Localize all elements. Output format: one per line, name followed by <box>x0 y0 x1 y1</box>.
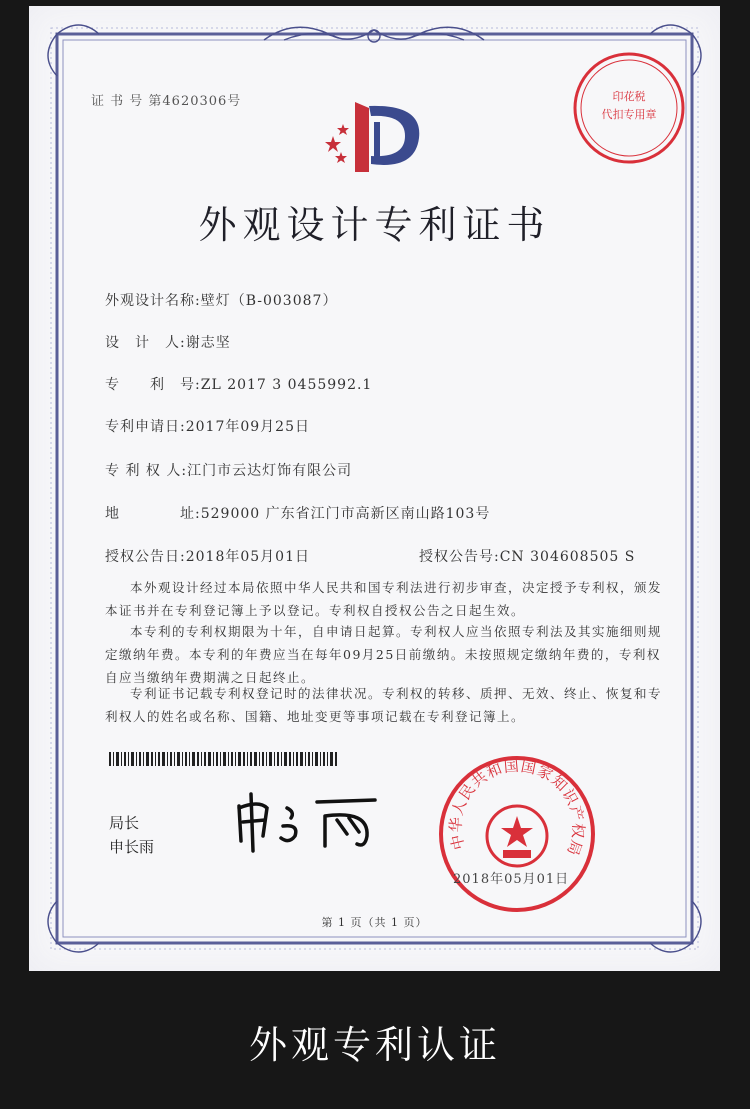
director-title: 局长 <box>109 814 140 832</box>
field-value: 2018年05月01日 <box>185 549 310 565</box>
field-label: 地 址: <box>105 506 201 522</box>
svg-text:代扣专用章: 代扣专用章 <box>601 108 657 121</box>
field-design-name <box>105 290 337 310</box>
field-value: 江门市云达灯饰有限公司 <box>187 463 353 479</box>
paragraph-grant: 本外观设计经过本局依照中华人民共和国专利法进行初步审查，决定授予专利权，颁发本证书并在专利登记簿上予以登记。专利权自授权公告之日起生效。 <box>105 580 663 618</box>
field-label: 授权公告号: <box>419 549 500 565</box>
image-caption: 外观专利认证 <box>248 1023 501 1067</box>
certificate-title: 外观设计专利证书 <box>198 203 551 247</box>
official-seal <box>437 754 597 914</box>
field-value: 2017年09月25日 <box>185 419 310 435</box>
paragraph-term: 本专利的专利权期限为十年，自申请日起算。专利权人应当依照专利法及其实施细则规定缴纳年费。本专利的年费应当在每年09月25日前缴纳。未按照规定缴纳年费的，专利权自应当缴纳年费期满之日起终止。 <box>105 624 663 685</box>
svg-text:中华人民共和国国家知识产权局 <box>447 757 588 859</box>
agency-stamp <box>569 48 689 168</box>
certificate-paper <box>29 6 720 971</box>
paragraph-record: 专利证书记载专利权登记时的法律状况。专利权的转移、质押、无效、终止、恢复和专利权人的姓名或名称、国籍、地址变更等事项记载在专利登记簿上。 <box>105 686 663 724</box>
seal-text: 中华人民共和国国家知识产权局 <box>446 756 588 859</box>
field-value: 壁灯（B-003087） <box>200 293 338 309</box>
field-label: 专利申请日: <box>105 419 186 435</box>
patent-office-logo <box>319 98 429 178</box>
field-label: 外观设计名称: <box>105 293 201 309</box>
seal-date: 2018年05月01日 <box>453 872 570 887</box>
field-value: ZL 2017 3 0455992.1 <box>200 377 373 393</box>
field-announcement-date <box>105 546 310 566</box>
field-label: 专 利 号: <box>105 377 201 393</box>
field-label: 授权公告日: <box>105 549 186 565</box>
field-patent-number <box>105 374 372 394</box>
field-value: 谢志坚 <box>185 335 231 351</box>
field-label: 专 利 权 人: <box>105 463 188 479</box>
director-name: 申长雨 <box>109 838 155 856</box>
field-filing-date <box>105 416 310 436</box>
barcode <box>109 752 339 766</box>
page-number: 第 1 页（共 1 页） <box>321 916 428 929</box>
field-address <box>105 503 490 523</box>
field-label: 设 计 人: <box>105 335 186 351</box>
certificate-number: 证 书 号 第4620306号 <box>91 94 242 109</box>
field-value: CN 304608505 S <box>499 549 636 565</box>
field-value: 529000 广东省江门市高新区南山路103号 <box>200 506 491 522</box>
field-patentee <box>105 460 352 480</box>
svg-text:印花税: 印花税 <box>612 90 646 103</box>
field-designer <box>105 332 231 352</box>
field-announcement-number <box>419 546 635 566</box>
handwritten-signature <box>229 786 389 856</box>
